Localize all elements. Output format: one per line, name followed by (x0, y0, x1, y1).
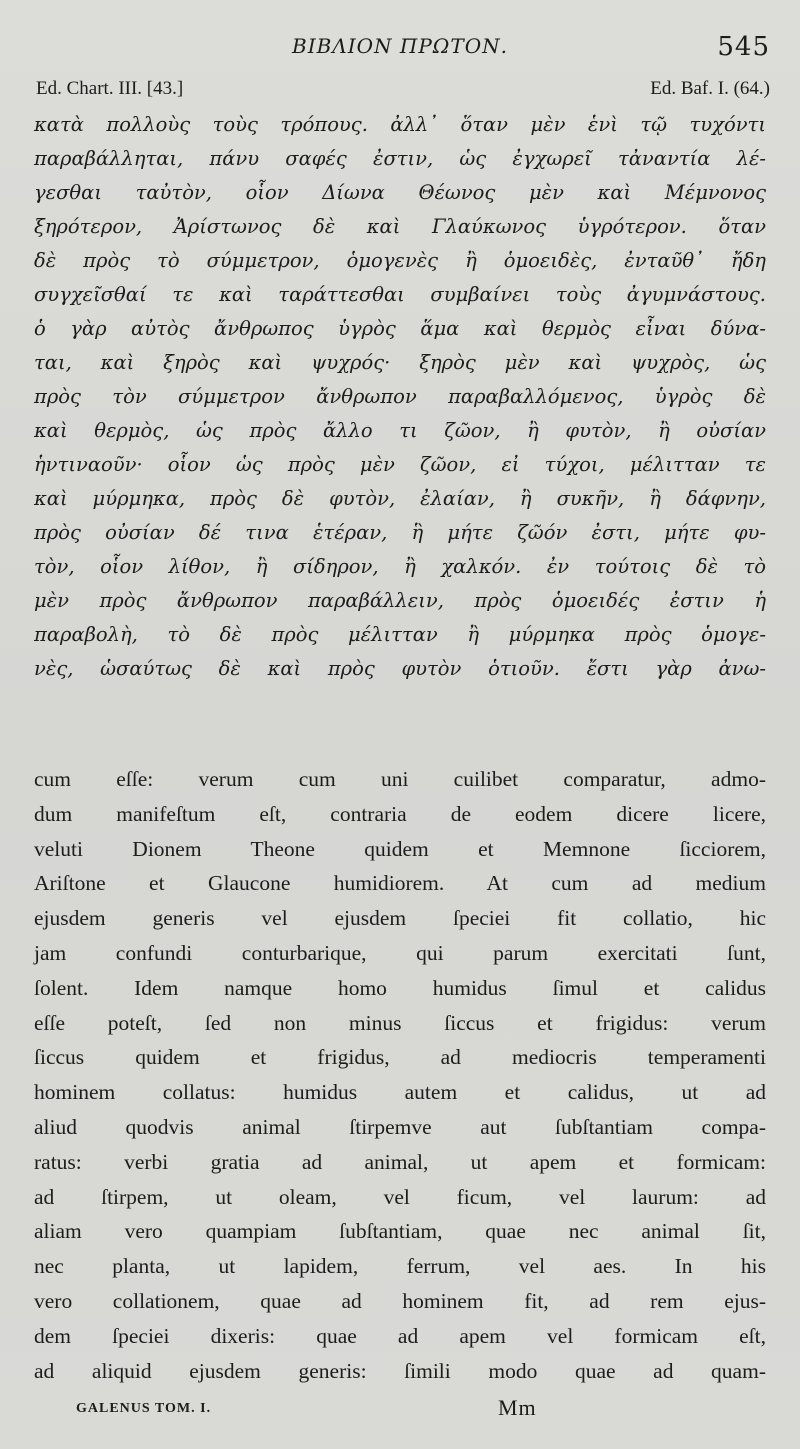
greek-line: πρὸς οὐσίαν δέ τινα ἑτέραν, ἣ μήτε ζῶόν ἐστι, μήτε φυ- (34, 521, 766, 544)
latin-line: dem ſpeciei dixeris: quae ad apem vel formicam eſt, (34, 1323, 766, 1348)
latin-line: cum eſſe: verum cum uni cuilibet comparatur, admo- (34, 767, 766, 791)
running-head (0, 28, 800, 68)
latin-line: eſſe poteſt, ſed non minus ſiccus et frigidus: verum (34, 1010, 766, 1035)
latin-line: Ariſtone et Glaucone humidiorem. At cum ad medium (34, 871, 766, 896)
latin-line: ratus: verbi gratia ad animal, ut apem et formicam: (34, 1149, 766, 1174)
latin-line: aliud quodvis animal ſtirpemve aut ſubſtantiam compa- (34, 1114, 766, 1139)
page-number: 545 (717, 32, 770, 62)
signature-mark: Mm (498, 1395, 537, 1420)
latin-line: ad aliquid ejusdem generis: ſimili modo quae ad quam- (34, 1358, 766, 1383)
greek-line: μὲν πρὸς ἄνθρωπον παραβάλλειν, πρὸς ὁμοειδές ἐστιν ἡ (34, 589, 766, 612)
greek-line: καὶ θερμὸς, ὡς πρὸς ἄλλο τι ζῶον, ἢ φυτὸν, ἢ οὐσίαν (34, 419, 766, 442)
edition-references (36, 78, 770, 102)
greek-line: τὸν, οἷον λίθον, ἢ σίδηρον, ἢ χαλκόν. ἐν τούτοις δὲ τὸ (34, 555, 766, 578)
greek-line: παραβάλληται, πάνυ σαφές ἐστιν, ὡς ἐγχωρεῖ τἀναντία λέ- (34, 147, 766, 170)
latin-line: veluti Dionem Theone quidem et Memnone ſicciorem, (34, 836, 766, 861)
latin-line: ad ſtirpem, ut oleam, vel ficum, vel laurum: ad (34, 1184, 766, 1209)
greek-line: ξηρότερον, Ἀρίστωνος δὲ καὶ Γλαύκωνος ὑγρότερον. ὅταν (34, 215, 766, 238)
greek-line: καὶ μύρμηκα, πρὸς δὲ φυτὸν, ἐλαίαν, ἢ συκῆν, ἢ δάφνην, (34, 487, 766, 510)
latin-line: hominem collatus: humidus autem et calidus, ut ad (34, 1080, 766, 1105)
running-title: ΒΙΒΛΙΟΝ ΠΡΩΤΟΝ. (292, 34, 508, 58)
greek-line: ται, καὶ ξηρὸς καὶ ψυχρός· ξηρὸς μὲν καὶ ψυχρὸς, ὡς (34, 351, 766, 374)
greek-line: ὁ γὰρ αὐτὸς ἄνθρωπος ὑγρὸς ἅμα καὶ θερμὸς εἶναι δύνα- (34, 317, 766, 340)
latin-line: aliam vero quampiam ſubſtantiam, quae nec animal ſit, (34, 1219, 766, 1244)
greek-line: νὲς, ὡσαύτως δὲ καὶ πρὸς φυτὸν ὁτιοῦν. ἔστι γὰρ ἀνω- (34, 657, 766, 680)
greek-line: ἡντιναοῦν· οἷον ὡς πρὸς μὲν ζῶον, εἰ τύχοι, μέλιτταν τε (34, 453, 766, 476)
latin-line: ſolent. Idem namque homo humidus ſimul et calidus (34, 975, 766, 1000)
page-footer (36, 1393, 770, 1423)
latin-line: vero collationem, quae ad hominem fit, ad rem ejus- (34, 1288, 766, 1313)
latin-line: nec planta, ut lapidem, ferrum, vel aes. In his (34, 1254, 766, 1279)
greek-text-block (34, 108, 766, 686)
latin-line: ſiccus quidem et frigidus, ad mediocris temperamenti (34, 1045, 766, 1070)
latin-text-block (34, 762, 766, 1388)
greek-line: παραβολὴ, τὸ δὲ πρὸς μέλιτταν ἢ μύρμηκα πρὸς ὁμογε- (34, 623, 766, 646)
latin-line: ejusdem generis vel ejusdem ſpeciei fit collatio, hic (34, 906, 766, 931)
greek-line: δὲ πρὸς τὸ σύμμετρον, ὁμογενὲς ἢ ὁμοειδὲς, ἐνταῦθ᾽ ἤδη (34, 249, 766, 272)
greek-line: γεσθαι ταὐτὸν, οἷον Δίωνα Θέωνος μὲν καὶ Μέμνονος (34, 181, 766, 204)
latin-line: dum manifeſtum eſt, contraria de eodem dicere licere, (34, 801, 766, 826)
greek-line: συγχεῖσθαί τε καὶ ταράττεσθαι συμβαίνει τοὺς ἀγυμνάστους. (34, 283, 766, 306)
edition-ref-chartier: Ed. Chart. III. [43.] (36, 78, 184, 99)
signature-line: GALENUS TOM. I. (76, 1401, 212, 1416)
greek-line: πρὸς τὸν σύμμετρον ἄνθρωπον παραβαλλόμενος, ὑγρὸς δὲ (34, 385, 766, 408)
latin-line: jam confundi conturbarique, qui parum exercitati ſunt, (34, 940, 766, 965)
edition-ref-basel: Ed. Baf. I. (64.) (650, 78, 770, 99)
greek-line: κατὰ πολλοὺς τοὺς τρόπους. ἀλλ᾽ ὅταν μὲν ἑνὶ τῷ τυχόντι (34, 113, 766, 136)
